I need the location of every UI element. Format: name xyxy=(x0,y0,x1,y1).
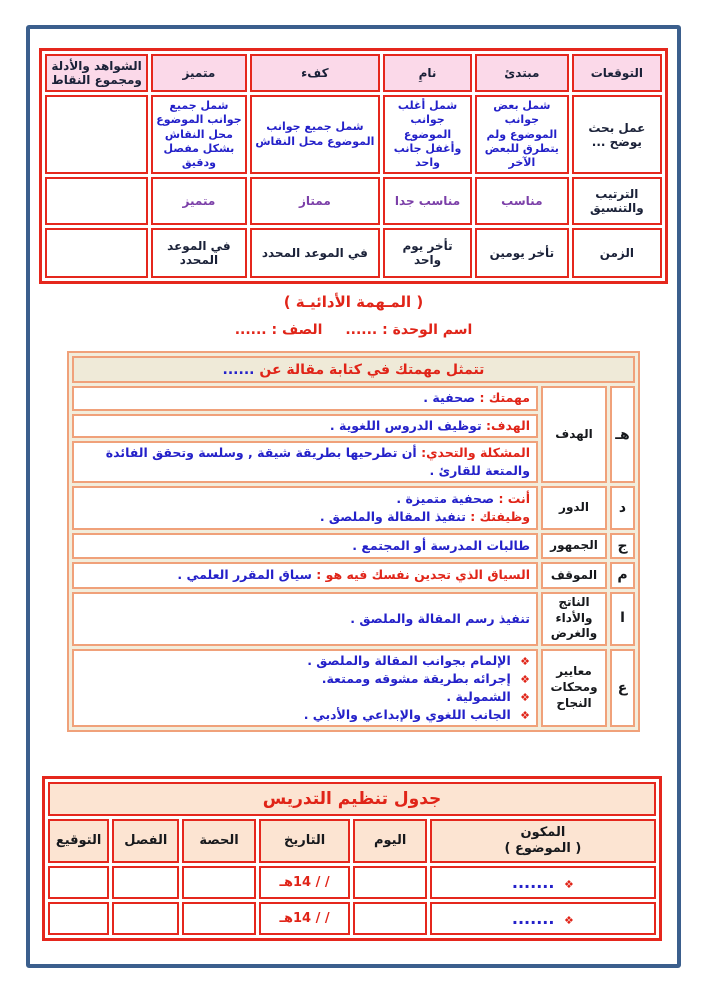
date-cell: / / 14هـ xyxy=(259,866,351,899)
rubric-header-evidence: الشواهد والأدلة ومجموع النقاط xyxy=(45,54,148,92)
component-dots: ....... xyxy=(511,873,555,893)
section-letter-role: د xyxy=(610,486,635,530)
rubric-row-formatting xyxy=(45,177,662,225)
standards-item xyxy=(80,652,530,670)
rubric-cell: شمل أغلب جوانب الموضوع وأغفل جانب واحد xyxy=(383,95,472,174)
situation-value: سياق المقرر العلمي . xyxy=(177,567,312,583)
schedule-header-row xyxy=(48,819,656,863)
rubric-cell: متميز xyxy=(151,177,247,225)
standards-item-text: الجانب اللغوي والإبداعي والأدبي . xyxy=(303,706,511,722)
schedule-header-date: التاريخ xyxy=(259,819,351,863)
audience-cell xyxy=(72,533,538,559)
rubric-cell: تأخر يومين xyxy=(475,228,569,278)
schedule-header-component xyxy=(430,819,656,863)
standards-list xyxy=(80,652,530,725)
signature-cell-empty xyxy=(48,902,109,935)
section-letter-standards: ع xyxy=(610,649,635,728)
goal-challenge-cell xyxy=(72,441,538,483)
section-label-situation: الموقف xyxy=(541,562,607,588)
rubric-evidence-cell-empty xyxy=(45,177,148,225)
schedule-header-class: الفصل xyxy=(112,819,179,863)
section-letter-goal: هـ xyxy=(610,386,635,483)
component-dots: ....... xyxy=(511,909,555,929)
rubric-cell: في الموعد المحدد xyxy=(151,228,247,278)
diamond-bullet-icon: ❖ xyxy=(564,878,574,892)
diamond-bullet-icon: ❖ xyxy=(520,690,530,704)
goal-objective-value: توظيف الدروس اللغوية . xyxy=(329,417,482,433)
schedule-title: جدول تنظيم التدريس xyxy=(48,782,656,816)
diamond-bullet-icon: ❖ xyxy=(564,914,574,928)
signature-cell-empty xyxy=(48,866,109,899)
section-letter-audience: ج xyxy=(610,533,635,559)
role-you-value: صحفية متميزة . xyxy=(396,490,495,506)
standards-item-text: الإلمام بجوانب المقالة والملصق . xyxy=(307,652,511,668)
rubric-row-label: الترتيب والتنسيق xyxy=(572,177,662,225)
rubric-row-label: عمل بحث يوضح ... xyxy=(572,95,662,174)
class-name-label: الصف : ...... xyxy=(234,322,323,339)
rubric-header-beginner: مبتدئ xyxy=(475,54,569,92)
rubric-header-row xyxy=(45,54,662,92)
standards-item xyxy=(80,688,530,706)
schedule-data-row xyxy=(48,866,656,899)
role-line-2 xyxy=(80,508,530,526)
rubric-cell: في الموعد المحدد xyxy=(250,228,380,278)
rubric-row-label: الزمن xyxy=(572,228,662,278)
standards-item xyxy=(80,670,530,688)
task-row-goal-1 xyxy=(72,386,635,410)
period-cell-empty xyxy=(182,866,255,899)
rubric-table xyxy=(39,48,668,284)
task-row-standards xyxy=(72,649,635,728)
audience-value: طالبات المدرسة أو المجتمع . xyxy=(352,538,530,554)
task-title xyxy=(72,356,635,383)
rubric-row-time xyxy=(45,228,662,278)
component-cell xyxy=(430,902,656,935)
task-table xyxy=(67,351,640,732)
section-label-goal: الهدف xyxy=(541,386,607,483)
diamond-bullet-icon: ❖ xyxy=(520,672,530,686)
goal-objective-cell xyxy=(72,414,538,438)
section-letter-product: ا xyxy=(610,592,635,646)
standards-cell xyxy=(72,649,538,728)
rubric-row-research xyxy=(45,95,662,174)
rubric-cell: ممتاز xyxy=(250,177,380,225)
goal-mission-label: مهمتك : xyxy=(479,390,530,406)
rubric-evidence-cell-empty xyxy=(45,95,148,174)
day-cell-empty xyxy=(353,866,426,899)
schedule-title-row xyxy=(48,782,656,816)
unit-class-line xyxy=(31,322,676,338)
section-label-role: الدور xyxy=(541,486,607,530)
diamond-bullet-icon: ❖ xyxy=(520,654,530,668)
rubric-cell: تأخر يوم واحد xyxy=(383,228,472,278)
rubric-cell: شمل جميع جوانب الموضوع محل النقاش بشكل مفصل ودقيق xyxy=(151,95,247,174)
schedule-table xyxy=(42,776,662,941)
task-title-dots: ...... xyxy=(222,361,255,378)
component-cell xyxy=(430,866,656,899)
task-title-row xyxy=(72,356,635,383)
product-cell xyxy=(72,592,538,646)
schedule-data-row xyxy=(48,902,656,935)
document-content xyxy=(31,30,676,941)
task-row-role xyxy=(72,486,635,530)
component-header-line2: ( الموضوع ) xyxy=(504,841,582,857)
date-cell: / / 14هـ xyxy=(259,902,351,935)
rubric-cell: مناسب xyxy=(475,177,569,225)
role-job-value: تنفيذ المقالة والملصق . xyxy=(319,508,466,524)
schedule-header-day: اليوم xyxy=(353,819,426,863)
goal-mission-value: صحفية . xyxy=(423,390,476,406)
role-line-1 xyxy=(80,490,530,508)
standards-item-text: إجرائه بطريقة مشوقه وممتعة. xyxy=(321,670,511,686)
goal-mission-cell xyxy=(72,386,538,410)
goal-challenge-label: المشكلة والتحدي: xyxy=(421,444,530,460)
section-label-audience: الجمهور xyxy=(541,533,607,559)
schedule-header-period: الحصة xyxy=(182,819,255,863)
product-value: تنفيذ رسم المقالة والملصق . xyxy=(350,610,530,626)
period-cell-empty xyxy=(182,902,255,935)
rubric-header-expectations: التوقعات xyxy=(572,54,662,92)
class-cell-empty xyxy=(112,902,179,935)
role-job-label: وظيفتك : xyxy=(470,508,530,524)
rubric-cell: شمل بعض جوانب الموضوع ولم يتطرق للبعض الآخر xyxy=(475,95,569,174)
rubric-cell: مناسب جدا xyxy=(383,177,472,225)
rubric-cell: شمل جميع جوانب الموضوع محل النقاش xyxy=(250,95,380,174)
task-title-text: تتمثل مهمتك في كتابة مقالة عن xyxy=(259,361,485,378)
schedule-header-signature: التوقيع xyxy=(48,819,109,863)
situation-label: السياق الذي تجدين نفسك فيه هو : xyxy=(316,567,530,583)
unit-name-label: اسم الوحدة : ...... xyxy=(345,322,473,339)
section-label-product: الناتج والأداء والغرض xyxy=(541,592,607,646)
performance-task-heading: ( المـهمة الأدائيـة ) xyxy=(283,293,424,312)
section-letter-situation: م xyxy=(610,562,635,588)
task-row-product xyxy=(72,592,635,646)
component-header-line1: المكون xyxy=(520,824,566,840)
class-cell-empty xyxy=(112,866,179,899)
day-cell-empty xyxy=(353,902,426,935)
standards-item xyxy=(80,706,530,724)
standards-item-text: الشمولية . xyxy=(446,688,511,704)
diamond-bullet-icon: ❖ xyxy=(520,708,530,722)
rubric-evidence-cell-empty xyxy=(45,228,148,278)
role-cell xyxy=(72,486,538,530)
rubric-header-competent: كفء xyxy=(250,54,380,92)
role-you-label: أنت : xyxy=(498,490,530,506)
task-row-situation xyxy=(72,562,635,588)
rubric-header-developing: نامِ xyxy=(383,54,472,92)
section-label-standards: معايير ومحكات النجاح xyxy=(541,649,607,728)
rubric-header-distinguished: متميز xyxy=(151,54,247,92)
situation-cell xyxy=(72,562,538,588)
task-row-audience xyxy=(72,533,635,559)
goal-objective-label: الهدف: xyxy=(486,417,530,433)
goal-challenge-value: أن تطرحيها بطريقة شيقة , وسلسة وتحقق الفائدة والمتعة للقارئ . xyxy=(105,444,530,478)
